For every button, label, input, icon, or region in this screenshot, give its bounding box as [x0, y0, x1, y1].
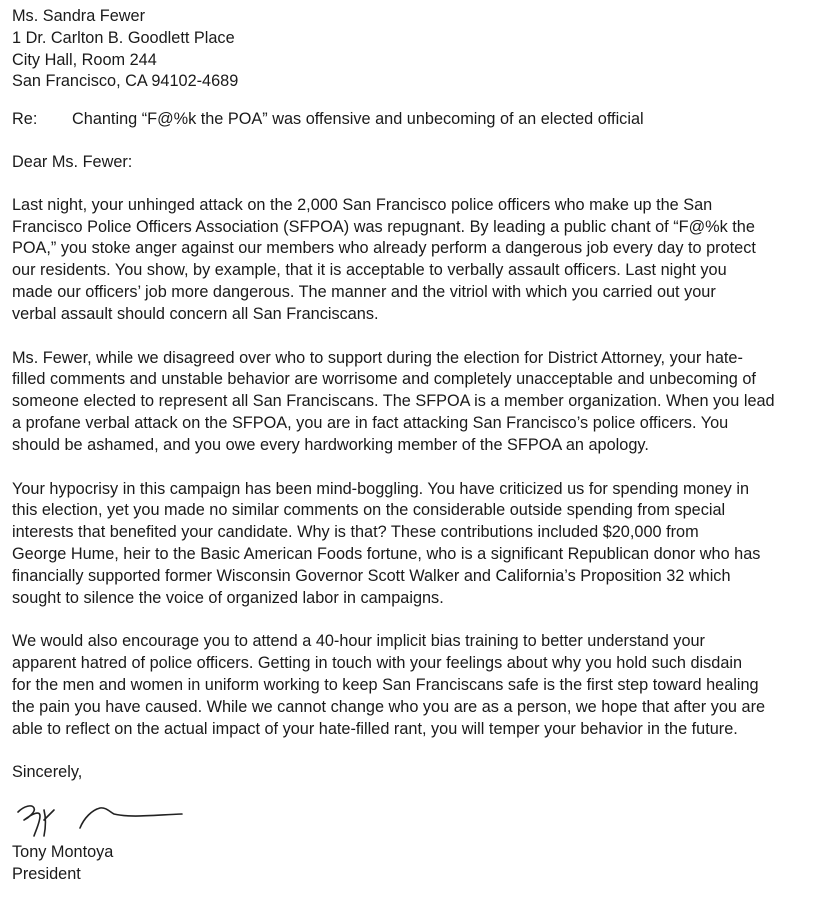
text-line: the pain you have caused. While we cannot change who you are as a person, we hope that after you are [12, 697, 766, 716]
signer-block [12, 842, 812, 886]
signer-name: Tony Montoya [12, 843, 114, 862]
text-line: someone elected to represent all San Franciscans. The SFPOA is a member organization. When you lead [12, 392, 775, 411]
text-line: POA,” you stoke anger against our members who already perform a dangerous job every day to protect [12, 239, 756, 258]
text-line: for the men and women in uniform working to keep San Franciscans safe is the first step toward healing [12, 675, 759, 694]
text-line: sought to silence the voice of organized labor in campaigns. [12, 588, 444, 607]
signature-image [10, 790, 190, 840]
address-line: 1 Dr. Carlton B. Goodlett Place [12, 28, 235, 47]
subject-label: Re: [12, 110, 38, 129]
text-line: made our officers’ job more dangerous. The manner and the vitriol with which you carried out your [12, 282, 716, 301]
text-line: Ms. Fewer, while we disagreed over who to support during the election for District Attorney, your hate- [12, 348, 743, 367]
text-line: Francisco Police Officers Association (SFPOA) was repugnant. By leading a public chant of “F@%k the [12, 217, 755, 236]
body-paragraph-4 [12, 631, 812, 740]
text-line: financially supported former Wisconsin Governor Scott Walker and California’s Proposition 32 which [12, 566, 731, 585]
text-line: interests that benefited your candidate. Why is that? These contributions included $20,000 from [12, 523, 699, 542]
salutation: Dear Ms. Fewer: [12, 152, 133, 171]
text-line: a profane verbal attack on the SFPOA, you are in fact attacking San Francisco’s police officers. You [12, 413, 729, 432]
closing: Sincerely, [12, 763, 83, 782]
text-line: Last night, your unhinged attack on the 2,000 San Francisco police officers who make up the San [12, 195, 713, 214]
text-line: our residents. You show, by example, that it is acceptable to verbally assault officers. Last night you [12, 261, 727, 280]
body-paragraph-3 [12, 479, 812, 610]
address-line: City Hall, Room 244 [12, 50, 157, 69]
text-line: Your hypocrisy in this campaign has been mind-boggling. You have criticized us for spending money in [12, 479, 750, 498]
address-line: Ms. Sandra Fewer [12, 7, 146, 25]
subject-line [12, 109, 812, 131]
text-line: should be ashamed, and you owe every hardworking member of the SFPOA an apology. [12, 435, 649, 454]
text-line: filled comments and unstable behavior are worrisome and completely unacceptable and unbecoming of [12, 370, 756, 389]
recipient-address [12, 6, 812, 93]
text-line: able to reflect on the actual impact of your hate-filled rant, you will temper your behavior in the future. [12, 719, 738, 738]
body-paragraph-1 [12, 195, 812, 326]
address-line: San Francisco, CA 94102-4689 [12, 72, 239, 91]
letter [12, 6, 812, 886]
text-line: this election, yet you made no similar comments on the considerable outside spending from special [12, 501, 726, 520]
text-line: We would also encourage you to attend a 40-hour implicit bias training to better understand your [12, 632, 705, 651]
text-line: George Hume, heir to the Basic American Foods fortune, who is a significant Republican donor who has [12, 544, 761, 563]
subject-text: Chanting “F@%k the POA” was offensive and unbecoming of an elected official [72, 110, 644, 129]
signer-title: President [12, 864, 81, 883]
text-line: verbal assault should concern all San Franciscans. [12, 304, 379, 323]
text-line: apparent hatred of police officers. Getting in touch with your feelings about why you hold such disdain [12, 654, 743, 673]
body-paragraph-2 [12, 348, 812, 457]
